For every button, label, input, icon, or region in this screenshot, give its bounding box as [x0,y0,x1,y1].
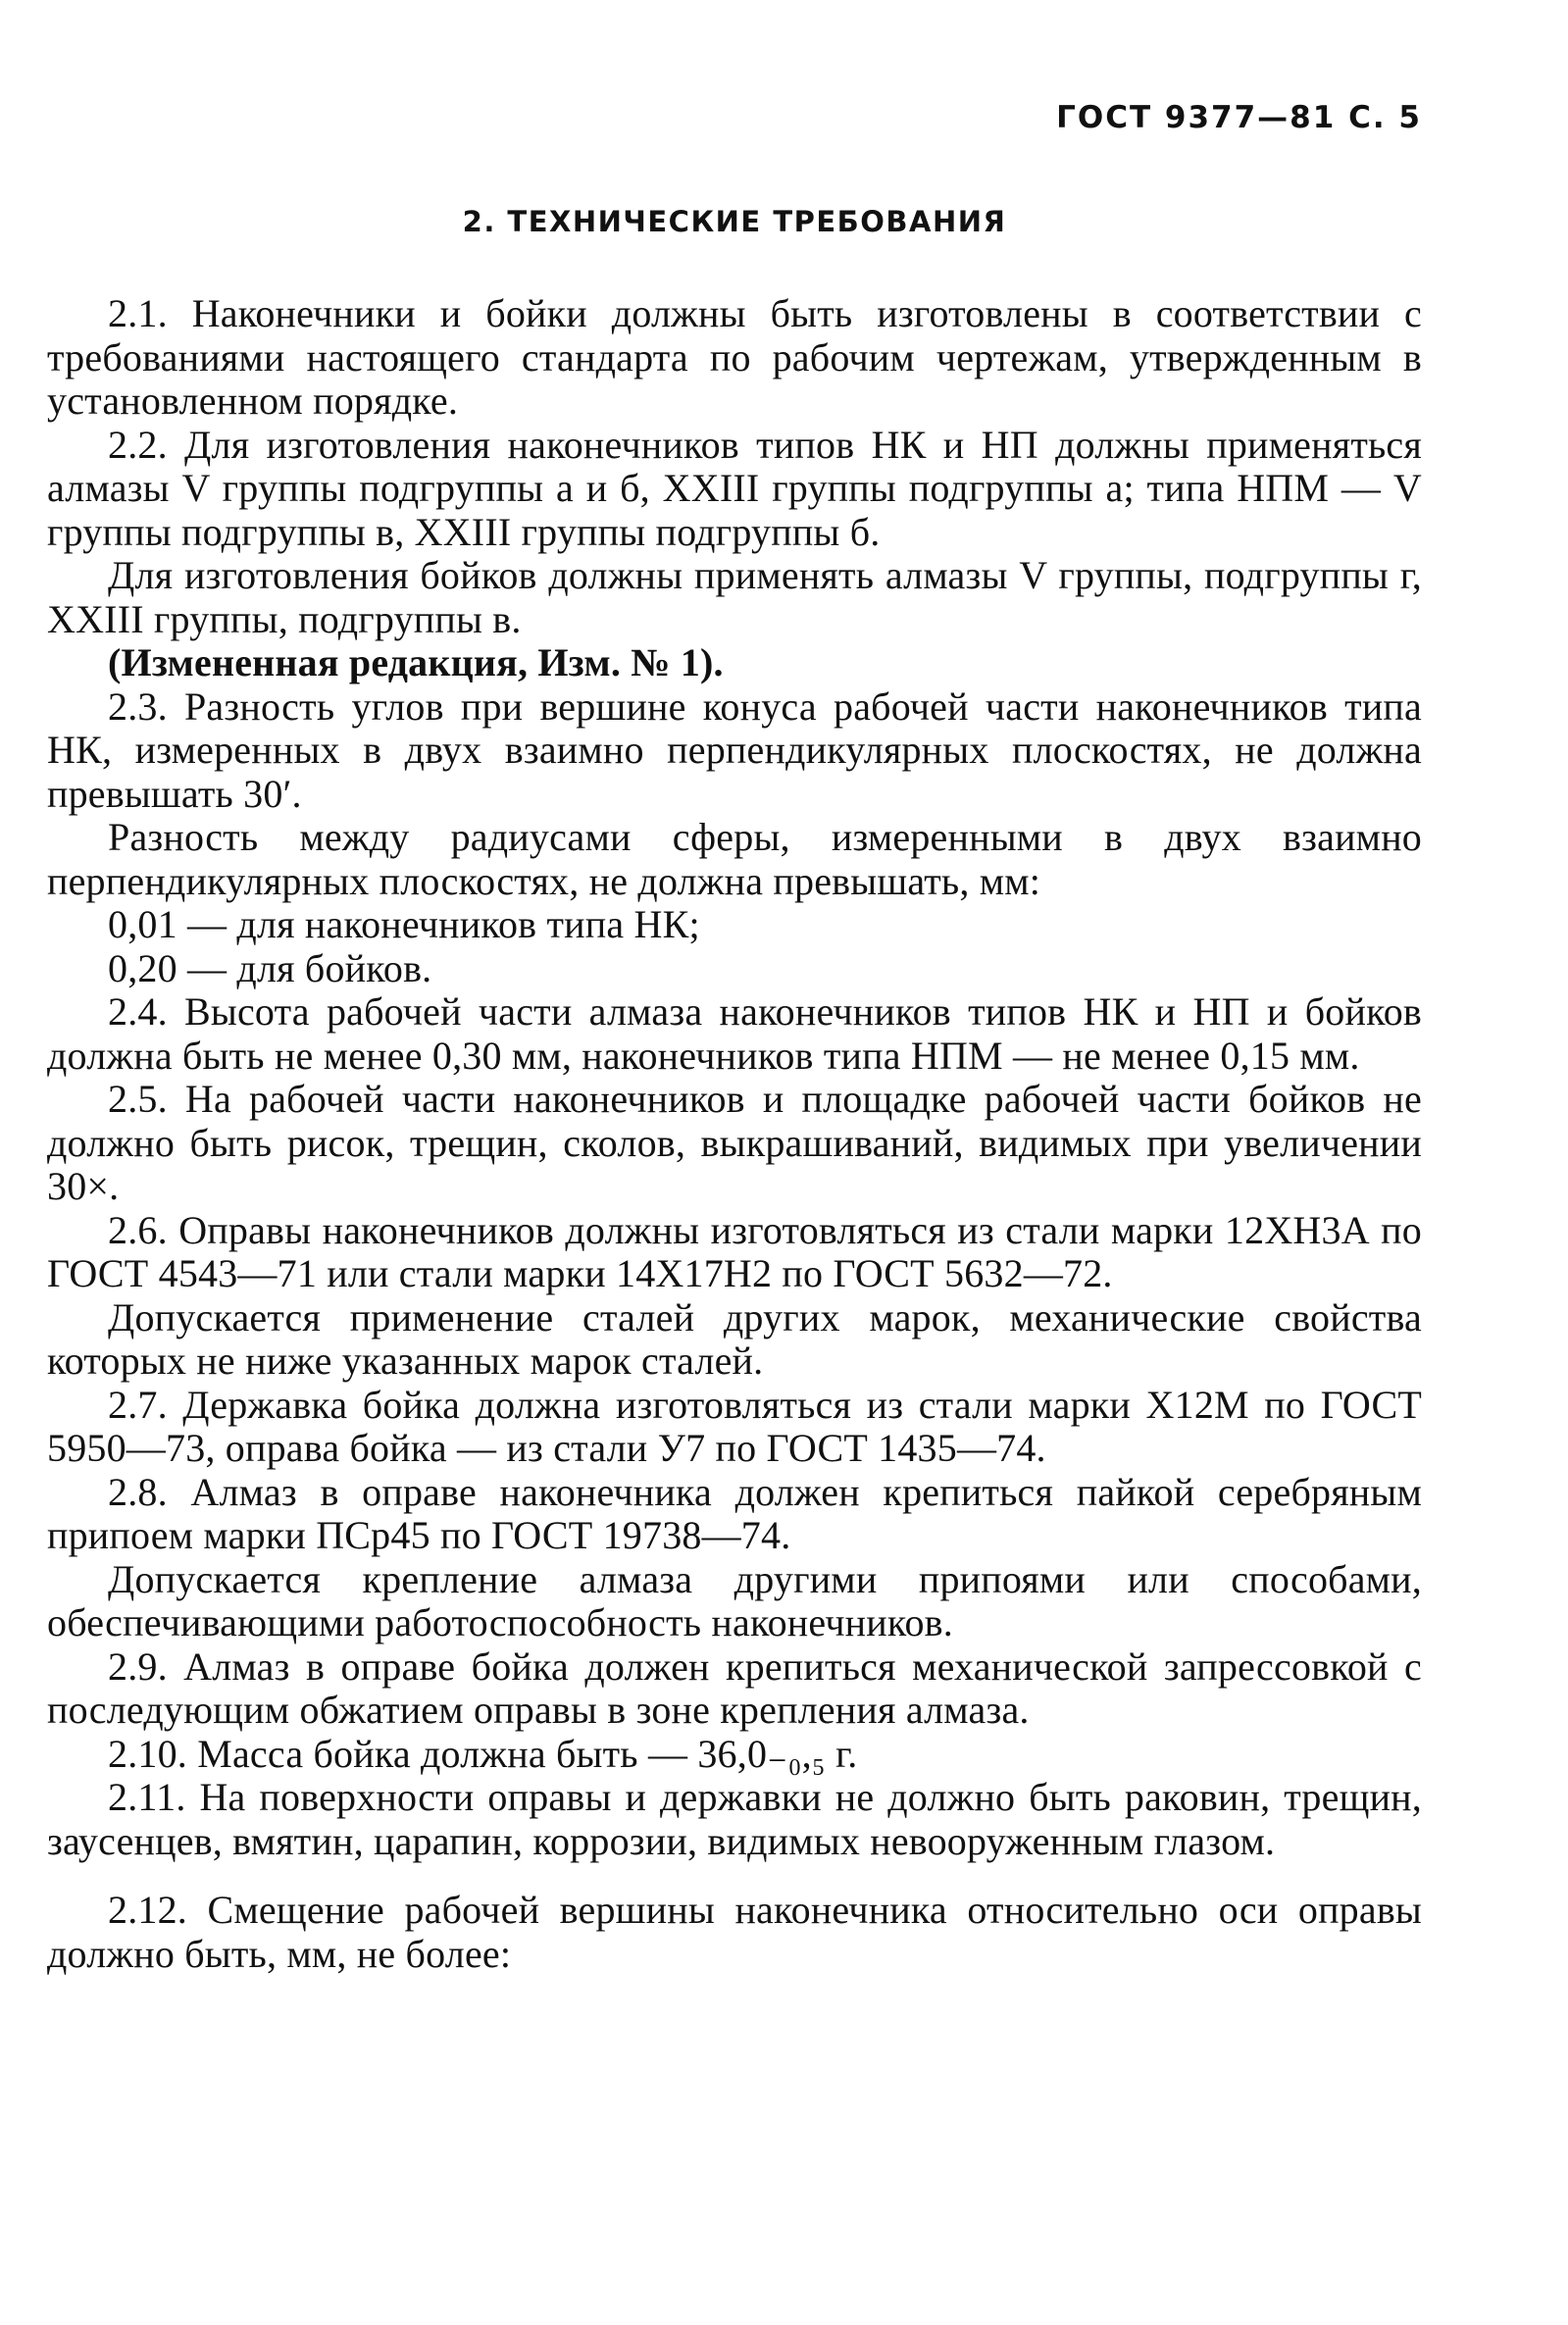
paragraph-2-4: 2.4. Высота рабочей части алмаза наконечников типов НК и НП и бойков должна быть не менее 0,30 мм, наконечников типа НПМ — не менее 0,15 мм. [47,989,1422,1078]
paragraph-2-2-bolts: Для изготовления бойков должны применять алмазы V группы, подгруппы г, XXIII группы, подгруппы в. [47,553,1422,641]
paragraph-2-12: 2.12. Смещение рабочей вершины наконечника относительно оси оправы должно быть, мм, не более: [47,1888,1422,1976]
paragraph-2-6: 2.6. Оправы наконечников должны изготовляться из стали марки 12ХН3А по ГОСТ 4543—71 или стали марки 14Х17Н2 по ГОСТ 5632—72. [47,1207,1422,1295]
section-title: 2. ТЕХНИЧЕСКИЕ ТРЕБОВАНИЯ [462,205,1007,238]
paragraph-2-1: 2.1. Наконечники и бойки должны быть изготовлены в соответствии с требованиями настоящего стандарта по рабочим чертежам, утвержденным в установленном порядке. [47,291,1422,423]
paragraph-2-3-tips: 0,01 — для наконечников типа НК; [108,902,700,946]
paragraph-2-3-bolts: 0,20 — для бойков. [108,945,432,990]
page-header: ГОСТ 9377—81 С. 5 [1056,100,1422,135]
amendment-note: (Измененная редакция, Изм. № 1). [108,640,724,684]
paragraph-2-7: 2.7. Державка бойка должна изготовляться из стали марки Х12М по ГОСТ 5950—73, оправа бойка — из стали У7 по ГОСТ 1435—74. [47,1382,1422,1470]
paragraph-2-3: 2.3. Разность углов при вершине конуса рабочей части наконечников типа НК, измеренных в двух взаимно перпендикулярных плоскостях, не должна превышать 30′. [47,683,1422,816]
paragraph-2-2: 2.2. Для изготовления наконечников типов НК и НП должны применяться алмазы V группы подгруппы а и б, XXIII группы подгруппы а; типа НПМ — V группы подгруппы в, XXIII группы подгруппы б. [47,422,1422,554]
paragraph-2-6-alt-steel: Допускается применение сталей других марок, механические свойства которых не ниже указанных марок сталей. [47,1294,1422,1383]
paragraph-2-9: 2.9. Алмаз в оправе бойка должен крепиться механической запрессовкой с последующим обжатием оправы в зоне крепления алмаза. [47,1643,1422,1732]
paragraph-2-8-alt-solder: Допускается крепление алмаза другими припоями или способами, обеспечивающими работоспособность наконечников. [47,1556,1422,1644]
paragraph-2-10: 2.10. Масса бойка должна быть — 36,0₋₀,₅ г. [108,1731,858,1776]
paragraph-2-11: 2.11. На поверхности оправы и державки не должно быть раковин, трещин, заусенцев, вмятин, царапин, коррозии, видимых невооруженным глазом. [47,1775,1422,1863]
paragraph-2-5: 2.5. На рабочей части наконечников и площадке рабочей части бойков не должно быть рисок, трещин, сколов, выкрашиваний, видимых при увеличении 30×. [47,1077,1422,1208]
paragraph-2-3-radius: Разность между радиусами сферы, измеренными в двух взаимно перпендикулярных плоскостях, не должна превышать, мм: [47,815,1422,903]
document-page [47,98,1422,1976]
paragraph-2-8: 2.8. Алмаз в оправе наконечника должен крепиться пайкой серебряным припоем марки ПСр45 по ГОСТ 19738—74. [47,1469,1422,1557]
